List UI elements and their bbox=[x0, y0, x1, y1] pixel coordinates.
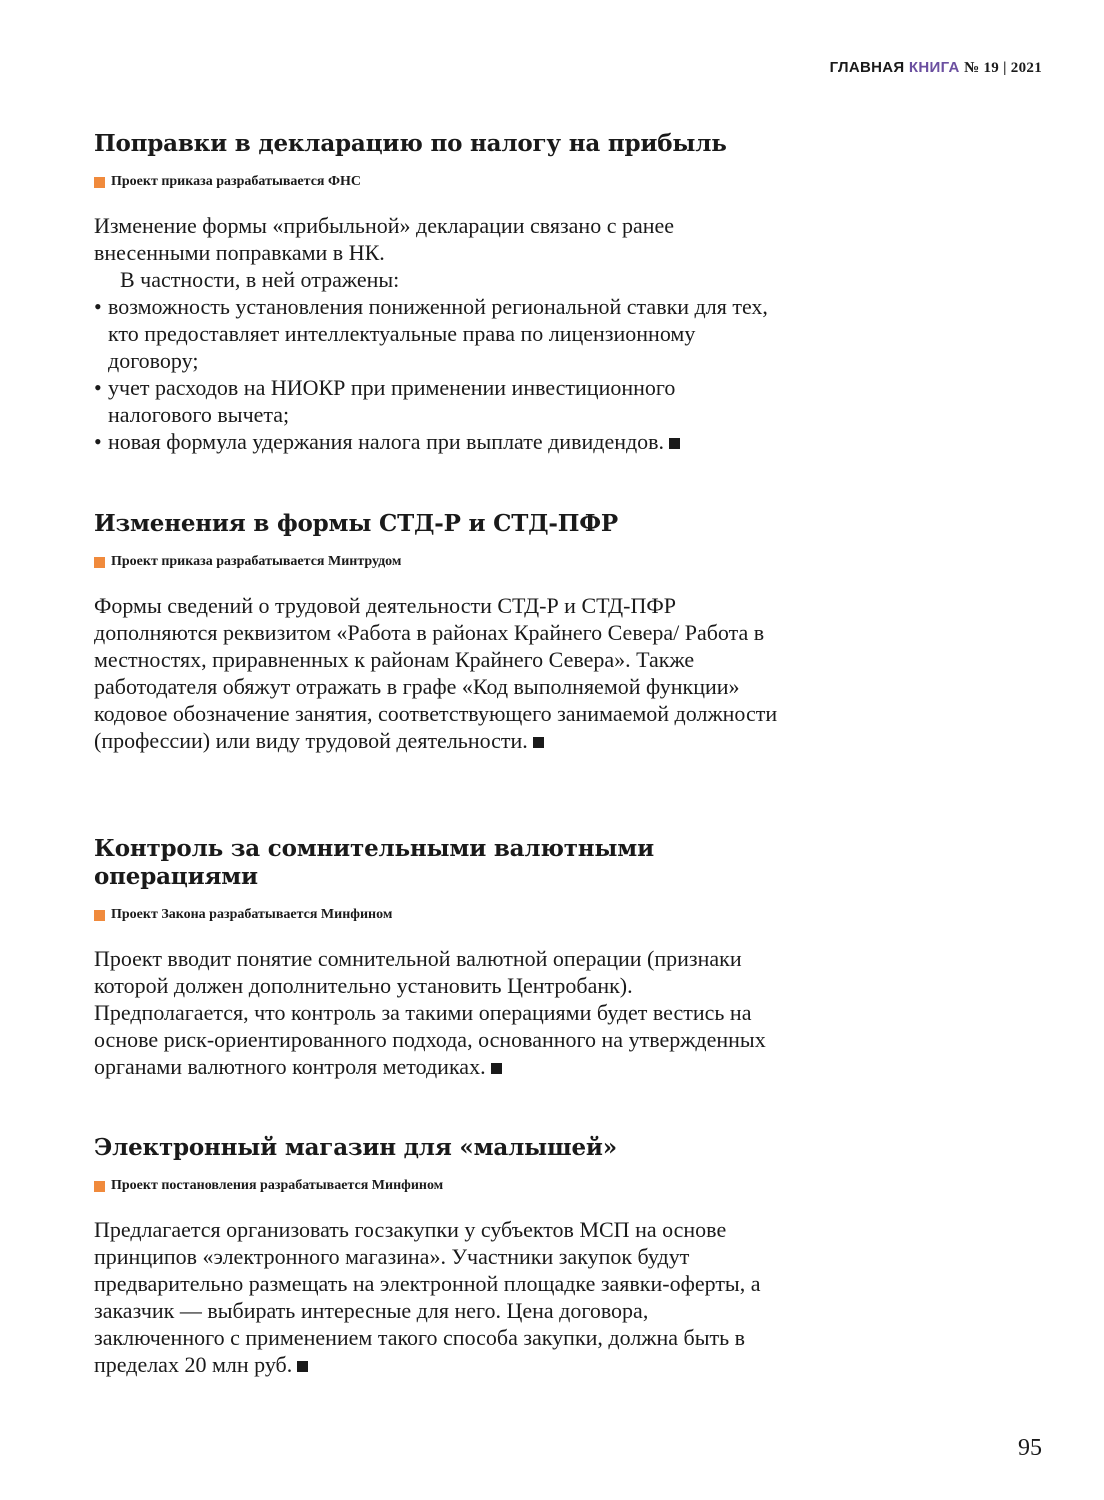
body-paragraph: Формы сведений о трудовой деятельности СТД-Р и СТД-ПФР дополняются реквизитом «Работа в районах Крайнего Севера/ Работа в местностях, приравненных к районам Крайнего Севера». Также работодателя обяжут отражать в графе «Код выполняемой функции» кодовое обозначение занятия, соответствующего занимаемой должности (профессии) или виду трудовой деятельности. bbox=[94, 593, 778, 753]
body-paragraph: Предлагается организовать госзакупки у субъектов МСП на основе принципов «электронного магазина». Участники закупок будут предварительно размещать на электронной площадке заявки-оферты, а заказчик — выбирать интересные для него. Цена договора, заключенного с применением такого способа закупки, должна быть в пределах 20 млн руб. bbox=[94, 1217, 761, 1377]
section-body bbox=[94, 592, 784, 754]
intro-paragraph: Изменение формы «прибыльной» декларации связано с ранее внесенными поправками в НК. bbox=[94, 213, 675, 265]
source-text: Проект приказа разрабатывается Минтрудом bbox=[111, 554, 402, 569]
brand-accent: КНИГА bbox=[908, 59, 960, 76]
end-square-icon bbox=[669, 438, 680, 449]
section-title: Контроль за сомнительными валютными операциями bbox=[94, 835, 654, 890]
orange-square-icon bbox=[94, 177, 105, 188]
source-text: Проект постановления разрабатывается Минфином bbox=[111, 1178, 444, 1193]
end-square-icon bbox=[297, 1361, 308, 1372]
article-std-forms bbox=[94, 510, 784, 754]
lead-paragraph: В частности, в ней отражены: bbox=[120, 267, 400, 292]
orange-square-icon bbox=[94, 910, 105, 921]
brand-main: ГЛАВНАЯ bbox=[829, 59, 905, 76]
source-line bbox=[94, 1178, 784, 1194]
list-item: • возможность установления пониженной региональной ставки для тех, кто предоставляет интеллектуальные права по лицензионному договору; bbox=[94, 293, 784, 374]
issue-number: № 19 | 2021 bbox=[964, 60, 1042, 76]
source-text: Проект приказа разрабатывается ФНС bbox=[111, 174, 362, 189]
list-item: • новая формула удержания налога при выплате дивидендов. bbox=[94, 428, 784, 455]
article-currency-control bbox=[94, 835, 784, 1080]
section-title: Изменения в формы СТД-Р и СТД-ПФР bbox=[94, 510, 619, 537]
section-body bbox=[94, 945, 784, 1080]
page-number: 95 bbox=[1018, 1435, 1042, 1461]
orange-square-icon bbox=[94, 557, 105, 568]
section-title: Электронный магазин для «малышей» bbox=[94, 1134, 617, 1161]
source-text: Проект Закона разрабатывается Минфином bbox=[111, 907, 393, 922]
article-profit-tax bbox=[94, 130, 784, 455]
section-body bbox=[94, 1216, 784, 1378]
body-paragraph: Проект вводит понятие сомнительной валютной операции (признаки которой должен дополнительно установить Центробанк). Предполагается, что контроль за такими операциями будет вестись на основе риск-ориентированного подхода, основанного на утвержденных органами валютного контроля методиках. bbox=[94, 946, 766, 1079]
section-title: Поправки в декларацию по налогу на прибыль bbox=[94, 130, 727, 157]
orange-square-icon bbox=[94, 1181, 105, 1192]
end-square-icon bbox=[533, 737, 544, 748]
source-line bbox=[94, 174, 784, 190]
source-line bbox=[94, 907, 784, 923]
running-header bbox=[830, 59, 1042, 77]
source-line bbox=[94, 554, 784, 570]
section-body bbox=[94, 212, 784, 455]
end-square-icon bbox=[491, 1063, 502, 1074]
list-item: • учет расходов на НИОКР при применении инвестиционного налогового вычета; bbox=[94, 374, 784, 428]
bullet-list bbox=[94, 293, 784, 455]
article-e-shop bbox=[94, 1134, 784, 1378]
